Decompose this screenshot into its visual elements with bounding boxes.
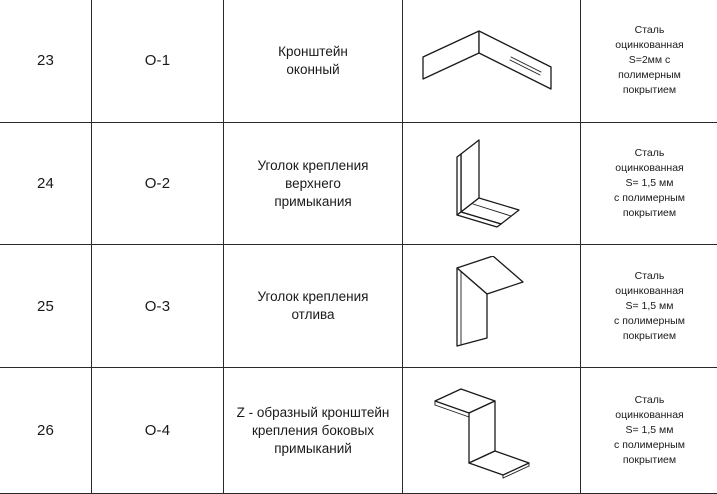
item-name-line: Z - образный кронштейн (224, 404, 402, 422)
table-row (0, 123, 717, 245)
top-abutment-angle-drawing-icon (417, 134, 567, 234)
item-number: 23 (37, 52, 54, 69)
material-line: S= 1,5 мм (581, 176, 717, 191)
item-name-line: отлива (224, 306, 402, 324)
table-row (0, 245, 717, 368)
item-name-cell (224, 0, 403, 123)
item-material-cell (581, 123, 717, 245)
item-number-cell (0, 0, 92, 123)
material-line: с полимерным (581, 314, 717, 329)
table-row (0, 368, 717, 494)
item-number: 26 (37, 422, 54, 439)
item-code: О-1 (145, 52, 171, 69)
material-line: оцинкованная (581, 38, 717, 53)
window-bracket-drawing-icon (417, 21, 567, 101)
material-line: Сталь (581, 146, 717, 161)
item-code: О-3 (145, 298, 171, 315)
item-code: О-4 (145, 422, 171, 439)
material-line: оцинкованная (581, 284, 717, 299)
material-line: покрытием (581, 453, 717, 468)
material-line: оцинкованная (581, 161, 717, 176)
item-drawing-cell (403, 0, 581, 123)
material-line: S= 1,5 мм (581, 299, 717, 314)
item-name-line: Кронштейн (224, 43, 402, 61)
item-code-cell (92, 0, 224, 123)
item-name-line: оконный (224, 61, 402, 79)
item-material-cell (581, 368, 717, 494)
item-code-cell (92, 368, 224, 494)
item-name-line: верхнего (224, 175, 402, 193)
material-line: Сталь (581, 269, 717, 284)
material-line: покрытием (581, 206, 717, 221)
item-name-cell (224, 368, 403, 494)
z-bracket-drawing-icon (417, 381, 567, 481)
material-line: S= 1,5 мм (581, 423, 717, 438)
item-name-line: Уголок крепления (224, 288, 402, 306)
item-number-cell (0, 123, 92, 245)
drip-sill-angle-drawing-icon (417, 256, 567, 356)
material-line: оцинкованная (581, 408, 717, 423)
item-name-cell (224, 123, 403, 245)
material-line: Сталь (581, 393, 717, 408)
item-name-line: примыкания (224, 193, 402, 211)
item-code-cell (92, 123, 224, 245)
material-line: Сталь (581, 23, 717, 38)
item-drawing-cell (403, 245, 581, 368)
item-code-cell (92, 245, 224, 368)
item-number: 25 (37, 298, 54, 315)
table-row (0, 0, 717, 123)
item-material-cell (581, 0, 717, 123)
item-drawing-cell (403, 123, 581, 245)
item-number: 24 (37, 175, 54, 192)
material-line: с полимерным (581, 191, 717, 206)
item-name-line: примыканий (224, 440, 402, 458)
material-line: покрытием (581, 83, 717, 98)
item-name-line: Уголок крепления (224, 157, 402, 175)
item-number-cell (0, 368, 92, 494)
material-line: полимерным (581, 68, 717, 83)
item-name-line: крепления боковых (224, 422, 402, 440)
item-name-cell (224, 245, 403, 368)
item-material-cell (581, 245, 717, 368)
item-code: О-2 (145, 175, 171, 192)
item-number-cell (0, 245, 92, 368)
material-line: покрытием (581, 329, 717, 344)
material-line: с полимерным (581, 438, 717, 453)
material-line: S=2мм с (581, 53, 717, 68)
item-drawing-cell (403, 368, 581, 494)
